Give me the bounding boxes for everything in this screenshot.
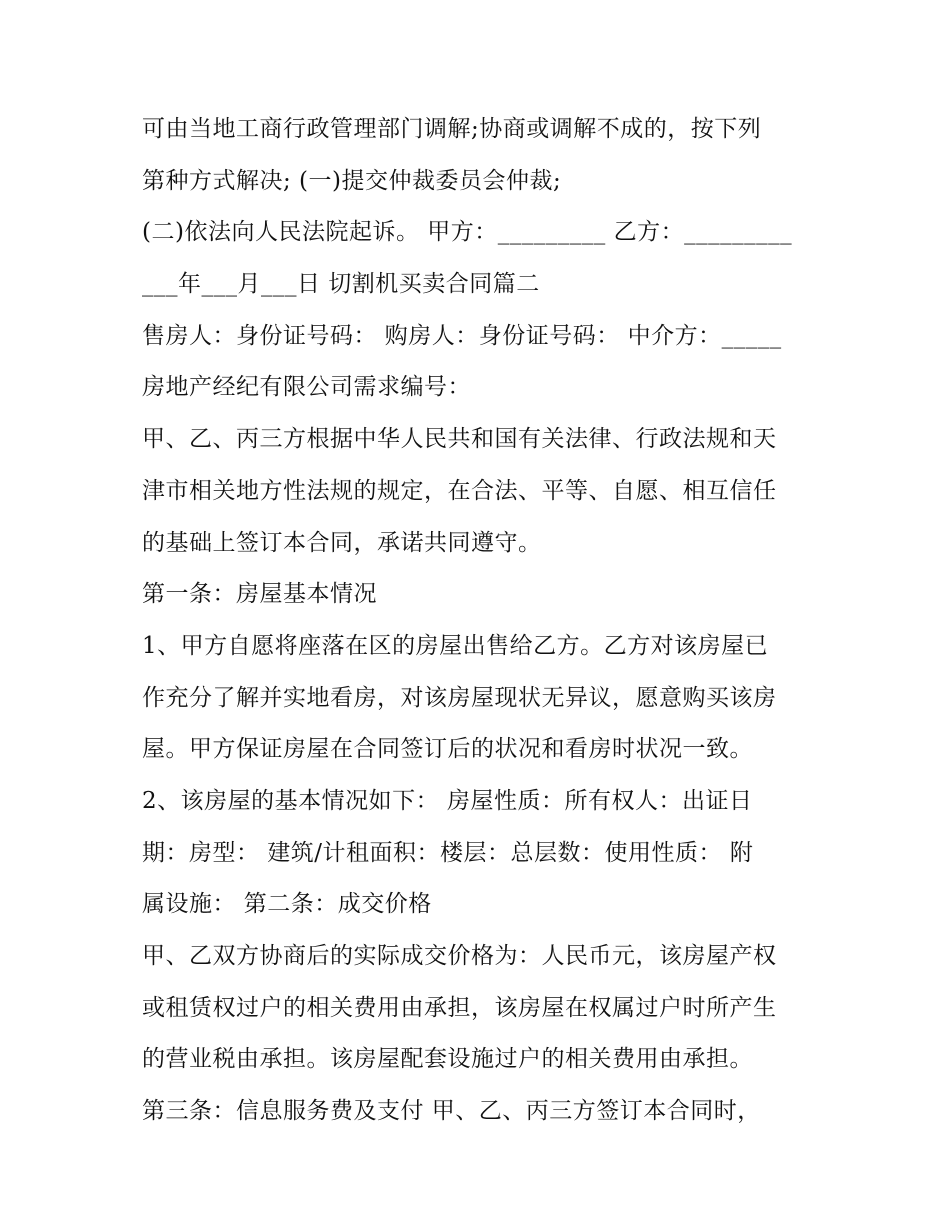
text-line: 甲、乙、丙三方根据中华人民共和国有关法律、行政法规和天: [142, 426, 777, 453]
text-line: 房地产经纪有限公司需求编号：: [142, 374, 471, 401]
text-line: 或租赁权过户的相关费用由承担，该房屋在权属过户时所产生: [142, 994, 777, 1021]
contract-body-text: [142, 104, 832, 1138]
text-line: 售房人：身份证号码： 购房人：身份证号码： 中介方：_____: [142, 322, 782, 349]
text-line: 第三条：信息服务费及支付 甲、乙、丙三方签订本合同时，: [142, 1098, 761, 1125]
text-line: 期：房型： 建筑/计租面积：楼层：总层数：使用性质： 附: [142, 839, 754, 866]
text-line: 2、该房屋的基本情况如下： 房屋性质：所有权人：出证日: [142, 787, 753, 814]
text-line: (二)依法向人民法院起诉。 甲方：_________ 乙方：_________: [142, 219, 793, 246]
text-line: 1、甲方自愿将座落在区的房屋出售给乙方。乙方对该房屋已: [142, 632, 769, 659]
text-line: 可由当地工商行政管理部门调解;协商或调解不成的，按下列: [142, 116, 762, 142]
text-line: 的基础上签订本合同，承诺共同遵守。: [142, 529, 542, 556]
text-line: 属设施： 第二条：成交价格: [142, 891, 432, 918]
text-line: 第种方式解决; (一)提交仲裁委员会仲裁;: [142, 167, 562, 194]
text-line: 屋。甲方保证房屋在合同签订后的状况和看房时状况一致。: [142, 736, 753, 763]
text-line: ___年___月___日 切割机买卖合同篇二: [142, 271, 540, 298]
section-heading: 第一条：房屋基本情况: [142, 581, 377, 608]
text-line: 的营业税由承担。该房屋配套设施过户的相关费用由承担。: [142, 1046, 753, 1073]
text-line: 作充分了解并实地看房，对该房屋现状无异议，愿意购买该房: [142, 684, 777, 711]
text-line: 甲、乙双方协商后的实际成交价格为：人民币元，该房屋产权: [142, 943, 777, 969]
text-line: 津市相关地方性法规的规定，在合法、平等、自愿、相互信任: [142, 477, 777, 504]
